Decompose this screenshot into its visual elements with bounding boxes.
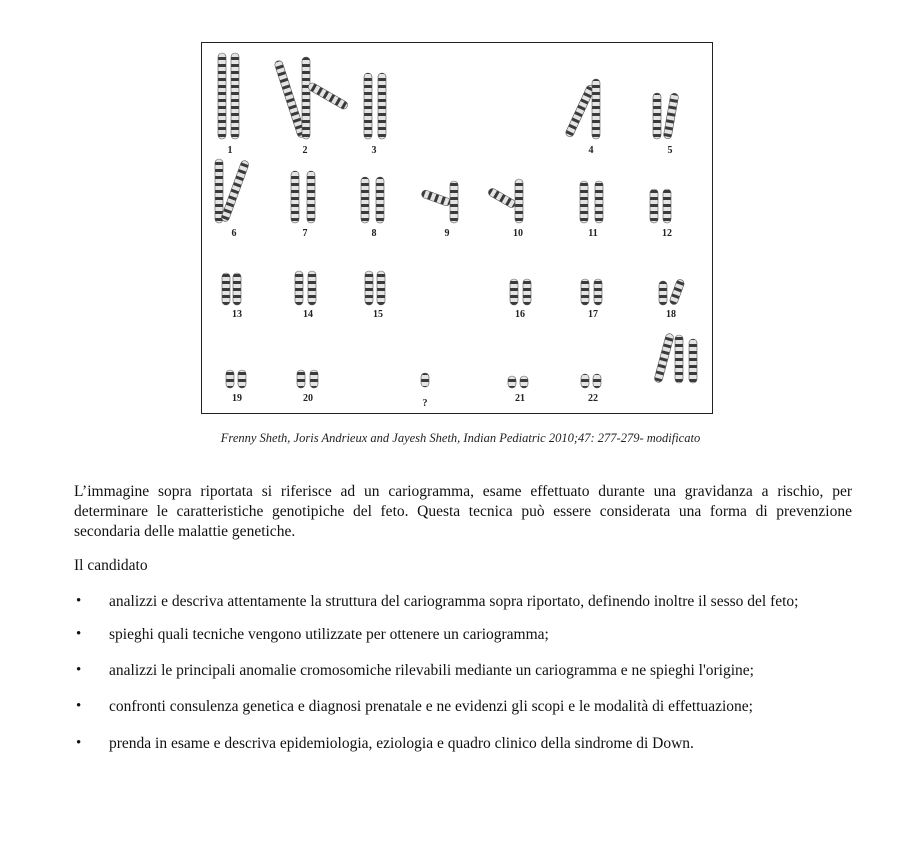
chromosome	[220, 160, 249, 223]
chromosome-label-20: 20	[303, 393, 313, 404]
chromosome	[510, 279, 518, 305]
chromosome-label-6: 6	[231, 228, 237, 239]
chromosome-label-16: 16	[515, 309, 525, 320]
chromosome	[364, 73, 372, 139]
chromosome	[508, 376, 516, 388]
chromosome	[663, 189, 671, 223]
chromosome-label-19: 19	[232, 393, 242, 404]
chromosome-label-9: 9	[444, 228, 450, 239]
chromosome	[565, 84, 596, 138]
task-text: confronti consulenza genetica e diagnosi prenatale e ne evidenzi gli scopi e le modalità di effettuazione;	[109, 698, 753, 715]
task-text: analizzi le principali anomalie cromosomiche rilevabili mediante un cariogramma e ne spieghi l'origine;	[109, 662, 754, 679]
chromosome-pairs	[215, 53, 697, 388]
bullet-icon: •	[76, 626, 82, 642]
chromosome-label-3: 3	[371, 145, 377, 156]
chromosome	[378, 73, 386, 139]
bullet-icon: •	[76, 662, 82, 678]
bullet-icon: •	[76, 593, 82, 609]
chromosome	[302, 57, 310, 139]
candidate-label: Il candidato	[74, 557, 148, 574]
chromosome	[654, 333, 675, 383]
chromosome	[222, 273, 230, 305]
chromosome-label-1: 1	[227, 145, 233, 156]
list-item	[74, 734, 852, 753]
bullet-icon: •	[76, 735, 82, 751]
chromosome-label-2: 2	[302, 145, 308, 156]
chromosome-label-18: 18	[666, 309, 676, 320]
list-item	[74, 625, 852, 644]
chromosome	[291, 171, 299, 223]
chromosome	[675, 335, 683, 383]
chromosome-label-12: 12	[662, 228, 672, 239]
chromosome	[592, 79, 600, 139]
chromosome	[307, 82, 349, 111]
chromosome-label-7: 7	[302, 228, 308, 239]
chromosome	[238, 370, 246, 388]
task-text: prenda in esame e descriva epidemiologia, eziologia e quadro clinico della sindrome di Down.	[109, 735, 694, 752]
chromosome	[581, 279, 589, 305]
chromosome	[487, 187, 517, 209]
chromosome-label-10: 10	[513, 228, 523, 239]
bullet-icon: •	[76, 698, 82, 714]
chromosome-label-21: 21	[515, 393, 525, 404]
chromosome-label-14: 14	[303, 309, 313, 320]
chromosome	[308, 271, 316, 305]
chromosome	[593, 374, 601, 388]
chromosome-label-13: 13	[232, 309, 242, 320]
chromosome	[231, 53, 239, 139]
chromosome	[215, 159, 223, 223]
chromosome	[580, 181, 588, 223]
list-item	[74, 697, 852, 716]
chromosome	[515, 179, 523, 223]
chromosome	[520, 376, 528, 388]
chromosome-label-8: 8	[371, 228, 377, 239]
chromosome	[653, 93, 661, 139]
chromosome-label-15: 15	[373, 309, 383, 320]
chromosome-label-17: 17	[588, 309, 598, 320]
chromosome	[421, 373, 429, 387]
chromosome	[659, 281, 667, 305]
chromosome-label-4: 4	[588, 145, 594, 156]
chromosome	[595, 181, 603, 223]
task-text: analizzi e descriva attentamente la struttura del cariogramma sopra riportato, definendo inoltre il sesso del feto;	[109, 593, 799, 610]
chromosome	[689, 339, 697, 383]
chromosome	[376, 177, 384, 223]
chromosome	[523, 279, 531, 305]
karyotype-image	[202, 43, 712, 413]
chromosome	[361, 177, 369, 223]
chromosome	[377, 271, 385, 305]
chromosome	[663, 93, 679, 140]
chromosome	[421, 189, 452, 207]
chromosome	[233, 273, 241, 305]
chromosome-label-unknown: ?	[422, 398, 428, 409]
chromosome	[274, 60, 306, 139]
chromosome	[226, 370, 234, 388]
list-item	[74, 661, 852, 680]
chromosome	[450, 181, 458, 223]
chromosome-label-5: 5	[667, 145, 673, 156]
figure-caption: Frenny Sheth, Joris Andrieux and Jayesh Sheth, Indian Pediatric 2010;47: 277-279- modificato	[220, 431, 701, 445]
chromosome	[295, 271, 303, 305]
chromosome	[297, 370, 305, 388]
chromosome	[310, 370, 318, 388]
karyotype-figure	[201, 42, 713, 414]
list-item	[74, 592, 852, 611]
task-text: spieghi quali tecniche vengono utilizzate per ottenere un cariogramma;	[109, 626, 549, 643]
chromosome	[669, 278, 685, 305]
chromosome	[307, 171, 315, 223]
chromosome	[218, 53, 226, 139]
task-list	[74, 592, 852, 753]
chromosome-label-11: 11	[588, 228, 598, 239]
chromosome-label-22: 22	[588, 393, 598, 404]
intro-paragraph: L’immagine sopra riportata si riferisce ad un cariogramma, esame effettuato durante una gravidanza a rischio, per determinare le caratteristiche genotipiche del feto. Questa tecnica può essere considerata una forma di prevenzione secondaria delle malattie genetiche.	[74, 483, 852, 540]
chromosome	[650, 189, 658, 223]
chromosome	[594, 279, 602, 305]
chromosome	[581, 374, 589, 388]
chromosome	[365, 271, 373, 305]
